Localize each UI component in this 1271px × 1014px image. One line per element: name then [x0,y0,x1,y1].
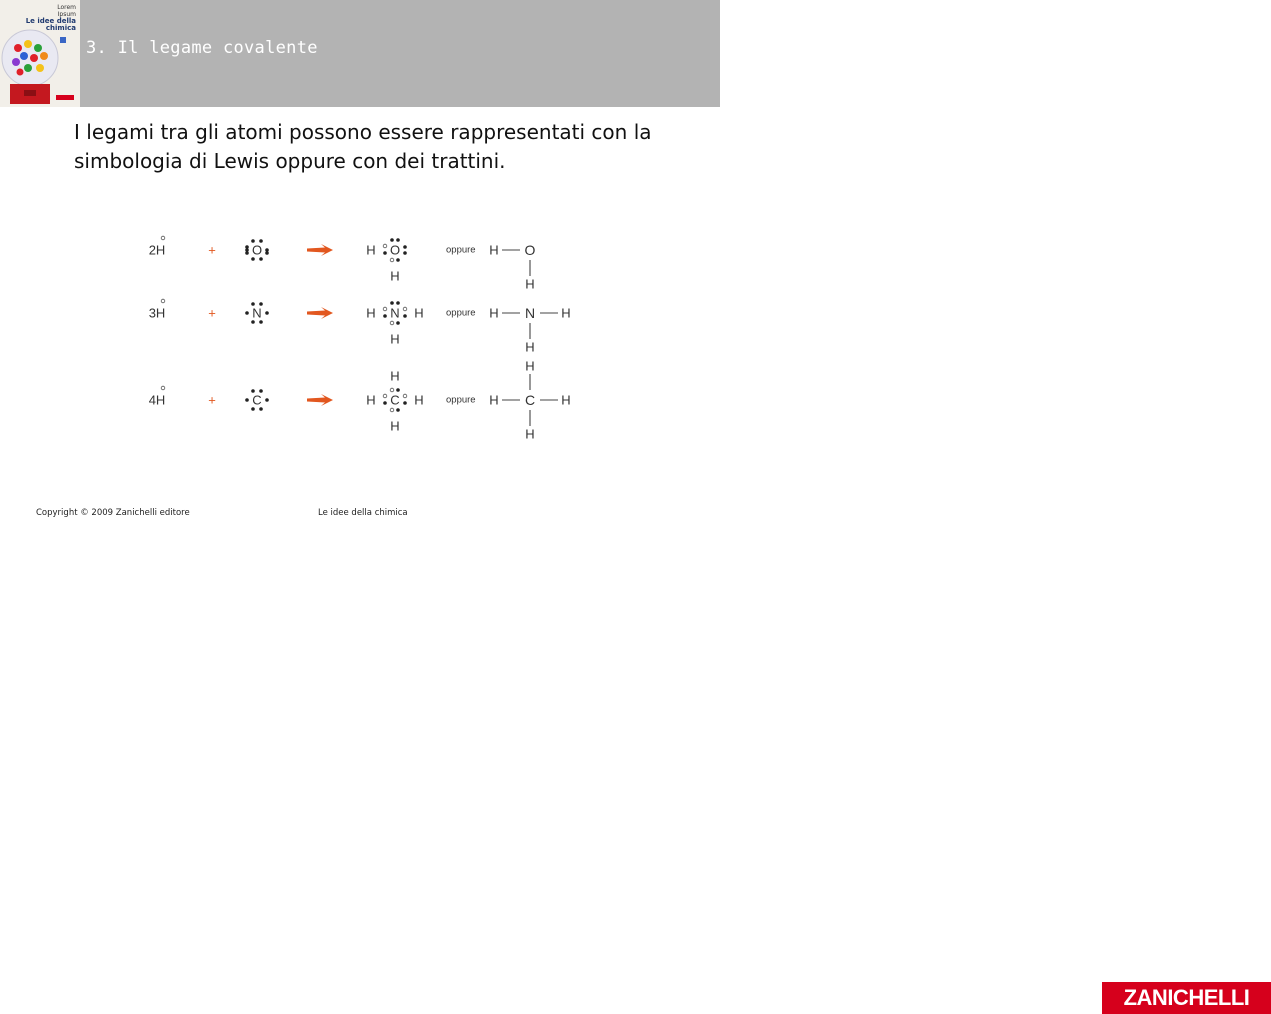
lewis-structures-diagram [0,0,720,540]
lewis-hydrogen: H [390,331,400,347]
electron-dot [396,258,400,262]
hydrogen-electron [390,408,394,412]
electron-dot [396,408,400,412]
lewis-center-atom: C [390,392,400,408]
electron-dot [251,257,255,261]
hydrogen-electron [390,388,394,392]
dash-hydrogen: H [525,358,535,374]
reaction-arrow-icon [307,244,333,256]
electron-dot [251,320,255,324]
electron-dot [265,311,269,315]
electron-dot [403,401,407,405]
hydrogen-electron [161,299,165,303]
lewis-hydrogen: H [366,242,376,258]
lewis-hydrogen: H [390,268,400,284]
hydrogen-electron [390,258,394,262]
electron-dot [251,407,255,411]
body-paragraph: I legami tra gli atomi possono essere rappresentati con la simbologia di Lewis oppure con dei trattini. [74,120,652,173]
cover-line: Lorem [57,4,76,11]
plus-sign: + [208,242,216,258]
electron-dot [259,239,263,243]
dash-hydrogen: H [561,392,571,408]
electron-dot [403,245,407,249]
reactant-hydrogen: 3H [148,305,166,321]
lewis-hydrogen: H [414,305,424,321]
hydrogen-electron [161,236,165,240]
dash-hydrogen: H [561,305,571,321]
electron-dot [251,239,255,243]
electron-dot [265,251,269,255]
lewis-center-atom: O [389,242,401,258]
lewis-hydrogen: H [390,418,400,434]
electron-dot [265,398,269,402]
oppure-label: oppure [446,394,476,406]
electron-dot [390,238,394,242]
electron-dot [403,314,407,318]
lewis-hydrogen: H [390,368,400,384]
electron-dot [396,238,400,242]
dash-hydrogen: H [489,392,499,408]
lewis-hydrogen: H [414,392,424,408]
electron-dot [396,301,400,305]
electron-dot [245,251,249,255]
dash-hydrogen: H [525,339,535,355]
electron-dot [390,301,394,305]
electron-dot [245,398,249,402]
electron-dot [259,302,263,306]
plus-sign: + [208,392,216,408]
cover-title: Le idee della [25,17,76,25]
electron-dot [259,320,263,324]
reaction-arrow-icon [307,394,333,406]
dash-hydrogen: H [489,305,499,321]
hydrogen-electron [390,321,394,325]
reactant-hydrogen: 4H [148,392,166,408]
lewis-hydrogen: H [366,392,376,408]
electron-dot [383,314,387,318]
dash-center-atom: C [524,392,536,408]
electron-dot [396,321,400,325]
electron-dot [245,311,249,315]
electron-dot [396,388,400,392]
electron-dot [259,257,263,261]
electron-dot [245,245,249,249]
zanichelli-logo: ZANICHELLI [1102,982,1271,1014]
cover-title: chimica [45,24,76,32]
oppure-label: oppure [446,244,476,256]
oppure-label: oppure [446,307,476,319]
dash-center-atom: N [524,305,536,321]
slide-title: 3. Il legame covalente [86,38,318,58]
electron-dot [383,401,387,405]
reaction-arrow-icon [307,307,333,319]
electron-dot [251,302,255,306]
dash-hydrogen: H [489,242,499,258]
dash-hydrogen: H [525,276,535,292]
electron-dot [259,389,263,393]
hydrogen-electron [383,307,387,311]
dash-center-atom: O [524,242,536,258]
hydrogen-electron [161,386,165,390]
reactant-atom: N [252,305,262,321]
lewis-center-atom: N [390,305,400,321]
electron-dot [403,251,407,255]
hydrogen-electron [383,244,387,248]
dash-hydrogen: H [525,426,535,442]
hydrogen-electron [383,394,387,398]
reactant-hydrogen: 2H [148,242,166,258]
cover-line: Ipsum [57,11,76,18]
footer-copyright: Copyright © 2009 Zanichelli editore [36,508,190,518]
hydrogen-electron [403,307,407,311]
electron-dot [251,389,255,393]
electron-dot [259,407,263,411]
hydrogen-electron [403,394,407,398]
electron-dot [383,251,387,255]
lewis-hydrogen: H [366,305,376,321]
reactant-atom: O [251,242,263,258]
reactant-atom: C [252,392,262,408]
footer-book-title: Le idee della chimica [318,508,408,518]
publisher-logo-area [551,491,1250,1010]
plus-sign: + [208,305,216,321]
